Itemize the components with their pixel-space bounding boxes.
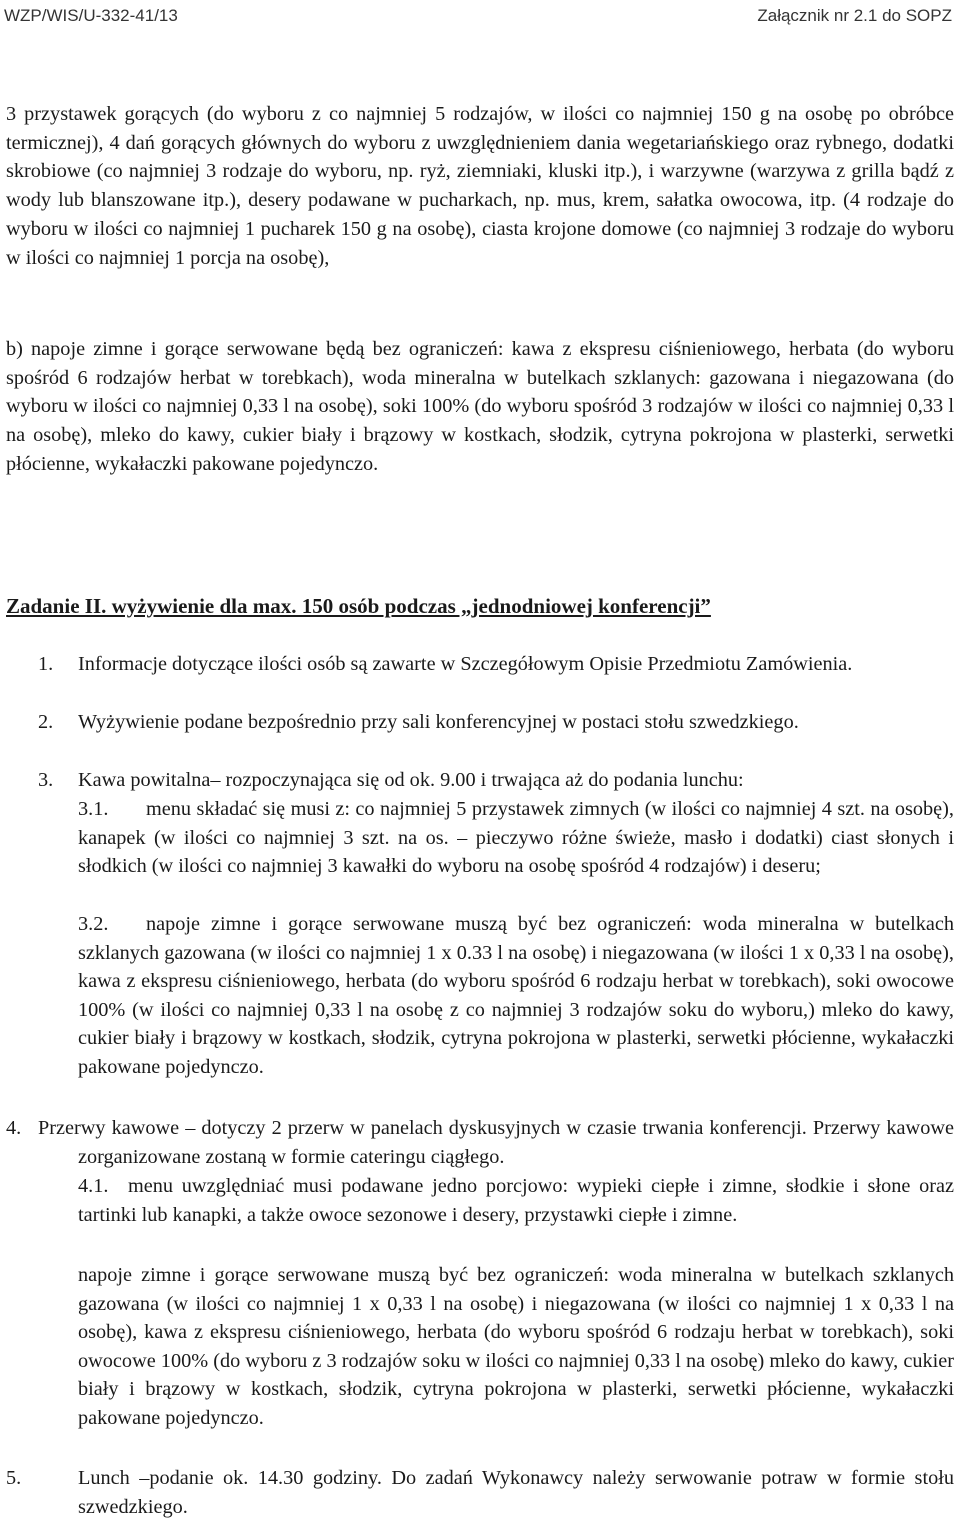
list-item bbox=[6, 1464, 954, 1521]
page-header bbox=[0, 6, 960, 28]
list-item-text: Lunch –podanie ok. 14.30 godziny. Do zadań Wykonawcy należy serwowanie potraw w formie stołu szwedzkiego. bbox=[78, 1467, 954, 1518]
sub-list-paragraph bbox=[78, 1261, 954, 1433]
list-item-number: 2. bbox=[38, 711, 54, 733]
list-item-number: 4.1. bbox=[78, 1175, 109, 1197]
list-item-text: Kawa powitalna– rozpoczynająca się od ok. 9.00 i trwająca aż do podania lunchu: bbox=[78, 769, 744, 791]
list-item-text: Przerwy kawowe – dotyczy 2 przerw w panelach dyskusyjnych w czasie trwania konferencji. Przerwy kawowe zorganizowane zostaną w formie cateringu ciągłego. bbox=[38, 1117, 954, 1168]
attachment-label: Załącznik nr 2.1 do SOPZ bbox=[757, 6, 952, 25]
list-item-text: menu składać się musi z: co najmniej 5 przystawek zimnych (w ilości co najmniej 4 szt. na osobę), kanapek (w ilości co najmniej 3 szt. na os. – pieczywo różne świeże, masło i dodatki) ciast słonych i słodkich (w ilości co najmniej 3 kawałki do wyboru na osobę spośród 4 rodzajów) i deseru; bbox=[78, 798, 954, 878]
list-item bbox=[38, 766, 954, 795]
list-item-number: 3.2. bbox=[78, 913, 109, 935]
list-item-number: 5. bbox=[6, 1467, 22, 1489]
task-title: Zadanie II. wyżywienie dla max. 150 osób podczas „jednodniowej konferencji” bbox=[6, 594, 711, 618]
list-item-number: 3.1. bbox=[78, 798, 109, 820]
drinks-paragraph: b) napoje zimne i gorące serwowane będą bez ograniczeń: kawa z ekspresu ciśnieniowego, herbata (do wyboru spośród 6 rodzajów herbat w torebkach), woda mineralna w butelkach szklanych: gazowana i niegazowana (do wyboru w ilości co najmniej 0,33 l na osobę), soki 100% (do wyboru spośród 3 rodzajów w ilości co najmniej 0,33 l na osobę), mleko do kawy, cukier biały i brązowy w kostkach, słodzik, cytryna pokrojona w plasterki, serwetki płócienne, wykałaczki pakowane pojedynczo. bbox=[6, 338, 954, 475]
list-item-text: napoje zimne i gorące serwowane muszą być bez ograniczeń: woda mineralna w butelkach szklanych gazowana (w ilości co najmniej 1 x 0.33 l na osobę) i niegazowana (w ilości 1 x 0,33 l na osobę), kawa z ekspresu ciśnieniowego, herbata (do wyboru spośród 6 rodzaju herbat w torebkach), soki owocowe 100% (w ilości co najmniej 0,33 l na osobę z co najmniej 3 rodzajów soku do wyboru,) mleko do kawy, cukier biały i brązowy w kostkach, słodzik, cytryna pokrojona w plasterki, serwetki płócienne, wykałaczki pakowane pojedynczo. bbox=[78, 913, 954, 1078]
list-item bbox=[38, 708, 954, 737]
list-item bbox=[6, 1114, 954, 1171]
document-reference: WZP/WIS/U-332-41/13 bbox=[4, 6, 178, 25]
list-item-number: 1. bbox=[38, 653, 54, 675]
sub-list-item bbox=[78, 910, 954, 1082]
list-item-number: 3. bbox=[38, 769, 54, 791]
list-item-text: Informacje dotyczące ilości osób są zawarte w Szczegółowym Opisie Przedmiotu Zamówienia. bbox=[78, 653, 853, 675]
list-item-number: 4. bbox=[6, 1117, 22, 1139]
sub-list-item bbox=[78, 1172, 954, 1229]
intro-paragraph: 3 przystawek gorących (do wyboru z co najmniej 5 rodzajów, w ilości co najmniej 150 g na osobę po obróbce termicznej), 4 dań gorących głównych do wyboru z uwzględnieniem dania wegetariańskiego oraz rybnego, dodatki skrobiowe (co najmniej 3 rodzaje do wyboru, np. ryż, ziemniaki, kluski itp.), i warzywne (warzywa z grilla bądź z wody lub blanszowane itp.), desery podawane w pucharkach, np. mus, krem, sałatka owocowa, itp. (4 rodzaje do wyboru w ilości co najmniej 1 pucharek 150 g na osobę), ciasta krojone domowe (co najmniej 3 rodzaje do wyboru w ilości co najmniej 1 porcja na osobę), bbox=[6, 103, 954, 269]
list-item-text: napoje zimne i gorące serwowane muszą być bez ograniczeń: woda mineralna w butelkach szklanych gazowana (w ilości co najmniej 1 x 0,33 l na osobę) i niegazowana (w ilości co najmniej 1 x 0,33 l na osobę), kawa z ekspresu ciśnieniowego, herbata (do wyboru spośród 6 rodzaju herbat w torebkach), soki owocowe 100% (do wyboru z 3 rodzajów soku w ilości co najmniej 0,33 l na osobę) mleko do kawy, cukier biały i brązowy w kostkach, słodzik, cytryna pokrojona w plasterki, serwetki płócienne, wykałaczki pakowane pojedynczo. bbox=[78, 1264, 954, 1429]
list-item-text: menu uwzględniać musi podawane jedno porcjowo: wypieki ciepłe i zimne, słodkie i słone oraz tartinki lub kanapki, a także owoce sezonowe i desery, przystawki ciepłe i zimne. bbox=[78, 1175, 954, 1226]
list-item bbox=[38, 650, 954, 679]
sub-list-item bbox=[78, 795, 954, 881]
list-item-text: Wyżywienie podane bezpośrednio przy sali konferencyjnej w postaci stołu szwedzkiego. bbox=[78, 711, 799, 733]
